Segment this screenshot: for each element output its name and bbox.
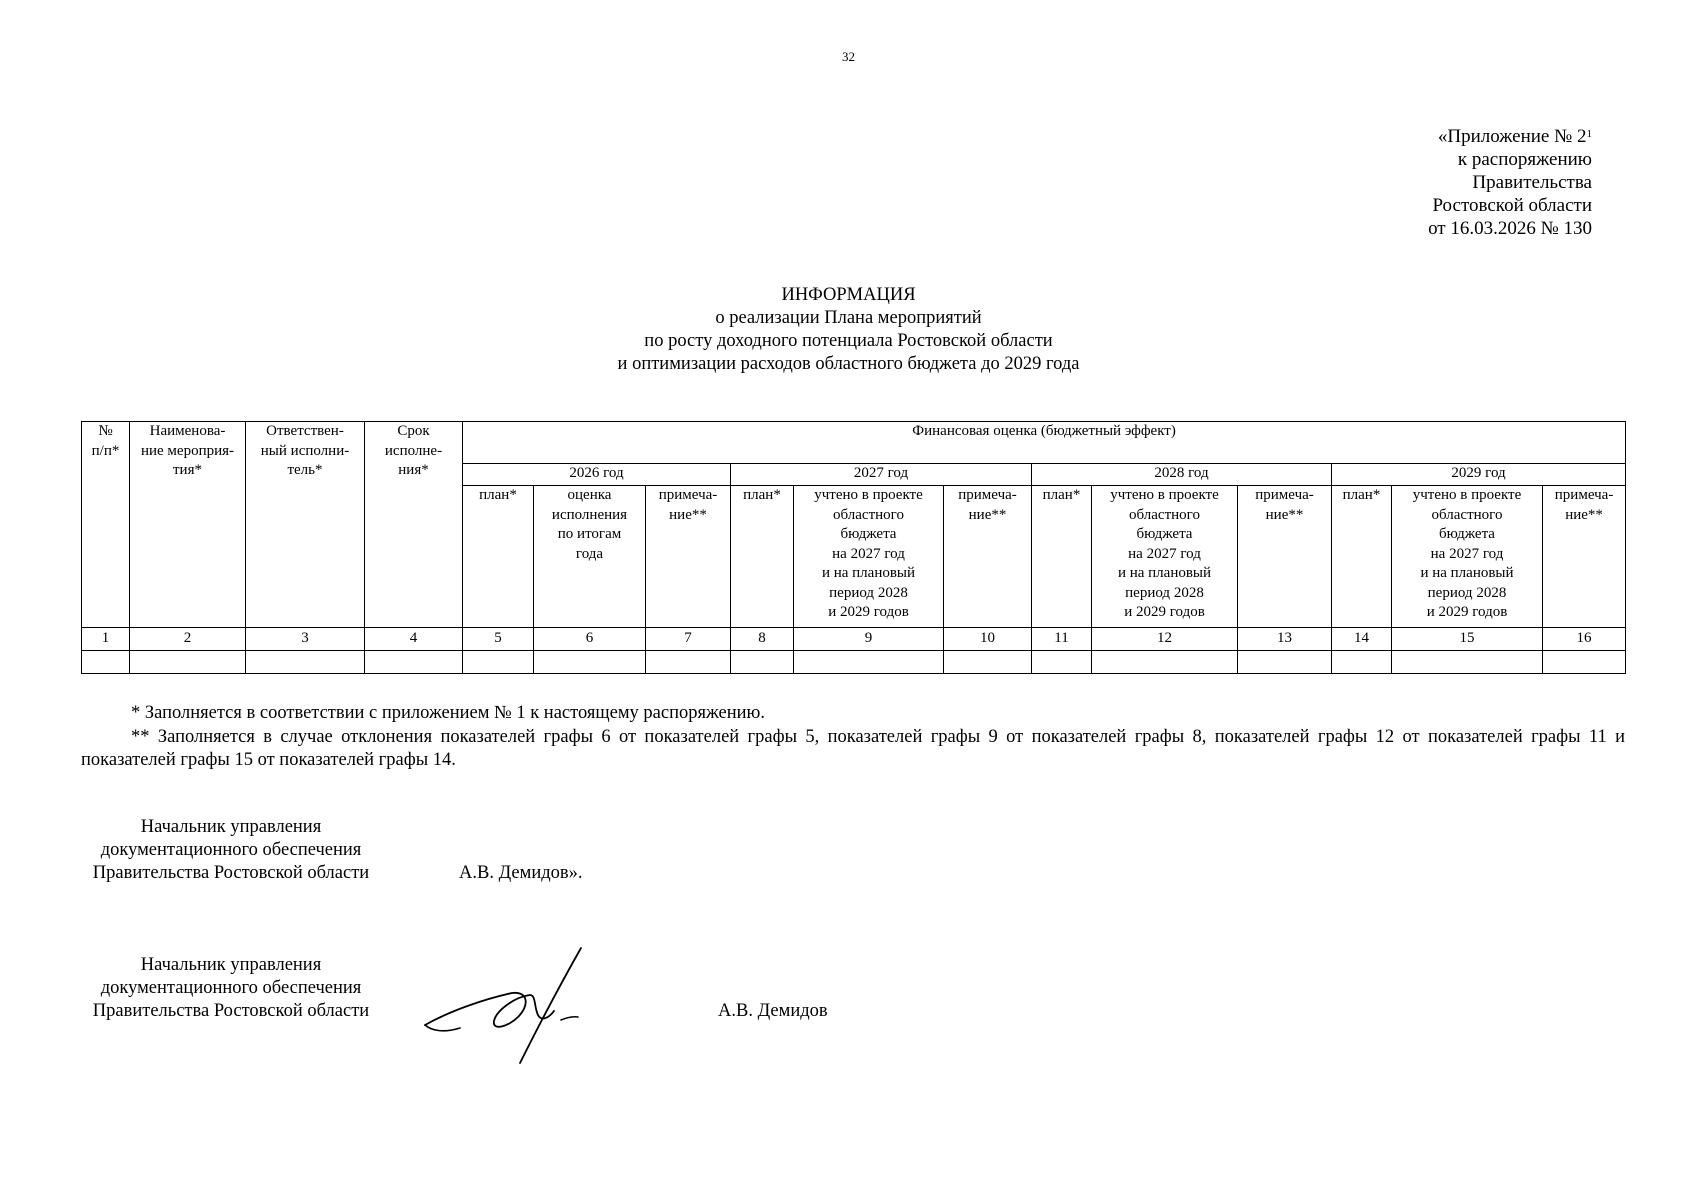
appendix-header (1428, 125, 1592, 240)
header-no: № п/п* (82, 422, 130, 628)
signer-title-line-1: Начальник управления (140, 955, 322, 975)
col-number: 12 (1092, 628, 1238, 651)
appendix-line-1: «Приложение № $2^1$ (1437, 126, 1592, 147)
table-cell (1543, 651, 1626, 674)
table-cell (534, 651, 646, 674)
table-cell (246, 651, 365, 674)
header-year-2028: 2028 год (1032, 464, 1332, 486)
header-note-2027: примеча- ние** (944, 486, 1032, 628)
table-cell (1392, 651, 1543, 674)
header-plan-2027: план* (731, 486, 794, 628)
appendix-line-3: Правительства (1472, 172, 1592, 193)
page-number: 32 (842, 49, 855, 64)
header-year-2029: 2029 год (1332, 464, 1626, 486)
col-number: 5 (463, 628, 534, 651)
table-cell (365, 651, 463, 674)
header-plan-2029: план* (1332, 486, 1392, 628)
col-number: 8 (731, 628, 794, 651)
col-number: 15 (1392, 628, 1543, 651)
title-heading: ИНФОРМАЦИЯ (781, 285, 916, 305)
col-number: 4 (365, 628, 463, 651)
signature-block-2 (81, 954, 381, 1023)
appendix-date: от 16.03.2026 № 130 (1428, 218, 1592, 239)
signer-title-line-2: документационного обеспечения (100, 840, 362, 860)
header-note-2028: примеча- ние** (1238, 486, 1332, 628)
signer-name-1: А.В. Демидов». (459, 863, 583, 883)
col-number: 10 (944, 628, 1032, 651)
table-row (82, 651, 1626, 674)
header-term: Срок исполне- ния* (365, 422, 463, 628)
appendix-superscript: 1 (1586, 128, 1592, 140)
signature-block-1 (81, 816, 381, 885)
handwritten-signature (420, 945, 620, 1065)
footnotes (81, 702, 1625, 773)
signer-name-2: А.В. Демидов (718, 1001, 828, 1021)
header-note-2026: примеча- ние** (646, 486, 731, 628)
table-cell (1092, 651, 1238, 674)
signer-title-line-2: документационного обеспечения (100, 978, 362, 998)
col-number: 6 (534, 628, 646, 651)
financial-table (81, 421, 1626, 674)
appendix-line-4: Ростовской области (1432, 195, 1592, 216)
header-year-2026: 2026 год (463, 464, 731, 486)
table-cell (731, 651, 794, 674)
header-budget-2027: учтено в проекте областного бюджета на 2027 год и на плановый период 2028 и 2029 годов (794, 486, 944, 628)
header-plan-2026: план* (463, 486, 534, 628)
header-note-2029: примеча- ние** (1543, 486, 1626, 628)
col-number: 1 (82, 628, 130, 651)
table-cell (130, 651, 246, 674)
column-numbers-row (82, 628, 1626, 651)
signer-title-line-1: Начальник управления (140, 817, 322, 837)
table-cell (463, 651, 534, 674)
col-number: 16 (1543, 628, 1626, 651)
col-number: 7 (646, 628, 731, 651)
header-responsible: Ответствен- ный исполни- тель* (246, 422, 365, 628)
header-plan-2028: план* (1032, 486, 1092, 628)
table-cell (1332, 651, 1392, 674)
table-cell (1238, 651, 1332, 674)
footnote-1: * Заполняется в соответствии с приложением № 1 к настоящему распоряжению. (131, 703, 765, 723)
col-number: 2 (130, 628, 246, 651)
col-number: 9 (794, 628, 944, 651)
signer-title-line-3: Правительства Ростовской области (92, 863, 370, 883)
table-cell (1032, 651, 1092, 674)
signer-title-line-3: Правительства Ростовской области (92, 1001, 370, 1021)
table-cell (82, 651, 130, 674)
table-cell (646, 651, 731, 674)
col-number: 11 (1032, 628, 1092, 651)
header-name: Наименова- ние мероприя- тия* (130, 422, 246, 628)
appendix-line-2: к распоряжению (1457, 149, 1592, 170)
footnote-2: ** Заполняется в случае отклонения показателей графы 6 от показателей графы 5, показателей графы 9 от показателей графы 8, показателей графы 12 от показателей графы 11 и показателей графы 15 от показателей графы 14. (81, 726, 1625, 770)
title-line-1: о реализации Плана мероприятий (715, 308, 982, 328)
document-title (0, 284, 1697, 376)
col-number: 3 (246, 628, 365, 651)
header-budget-2028: учтено в проекте областного бюджета на 2027 год и на плановый период 2028 и 2029 годов (1092, 486, 1238, 628)
col-number: 14 (1332, 628, 1392, 651)
title-line-3: и оптимизации расходов областного бюджета до 2029 года (617, 354, 1080, 374)
table-cell (944, 651, 1032, 674)
col-number: 13 (1238, 628, 1332, 651)
table-cell (794, 651, 944, 674)
title-line-2: по росту доходного потенциала Ростовской области (644, 331, 1053, 351)
header-estimate-2026: оценка исполнения по итогам года (534, 486, 646, 628)
header-year-2027: 2027 год (731, 464, 1032, 486)
header-budget-2029: учтено в проекте областного бюджета на 2027 год и на плановый период 2028 и 2029 годов (1392, 486, 1543, 628)
header-financial: Финансовая оценка (бюджетный эффект) (463, 422, 1626, 464)
